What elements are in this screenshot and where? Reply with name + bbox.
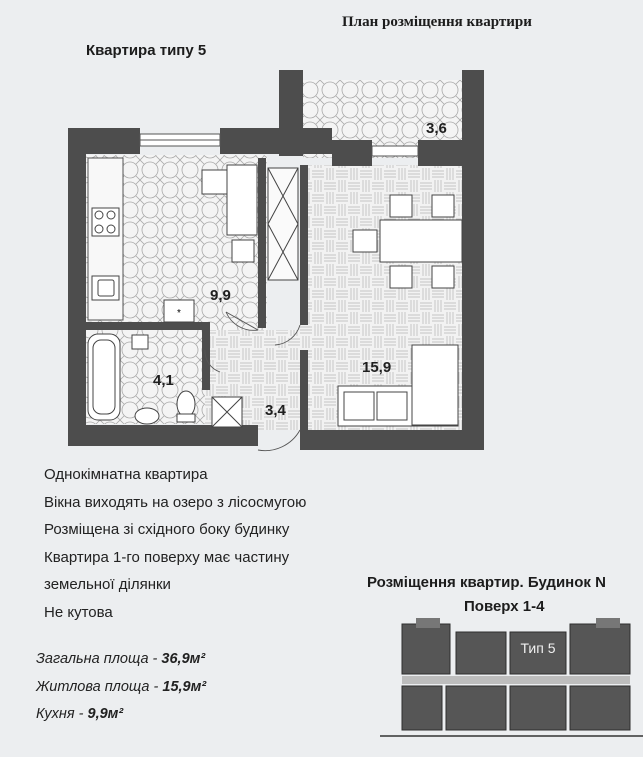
description-line: Квартира 1-го поверху має частину (44, 549, 290, 566)
location-title: Розміщення квартир. Будинок N (367, 574, 606, 591)
description-line: Однокімнатна квартира (44, 466, 208, 483)
balcony-area: 3,6 (426, 120, 447, 137)
chair-icon (390, 195, 412, 217)
chair-icon (202, 170, 227, 194)
hallway-area: 3,4 (265, 402, 286, 419)
chair-icon (232, 240, 254, 262)
wardrobe (268, 168, 298, 280)
chair-icon (432, 266, 454, 288)
living-room-area: 15,9 (362, 359, 392, 376)
kitchen-area-label: Кухня - (36, 706, 88, 722)
page-title: План розміщення квартири (342, 14, 532, 30)
kitchen-area: 9,9 (210, 287, 231, 304)
living-area-label: Житлова площа - (36, 679, 163, 695)
kitchen-area-total (36, 706, 123, 722)
kitchen-area-value: 9,9м² (87, 706, 124, 722)
washing-machine-icon (132, 335, 148, 349)
chair-icon (432, 195, 454, 217)
type-badge: Тип 5 (520, 640, 556, 656)
description-line: Вікна виходять на озеро з лісосмугою (44, 494, 307, 511)
toilet-icon (177, 391, 195, 417)
living-area-value: 15,9м² (162, 679, 207, 695)
description-line: Розміщена зі східного боку будинку (44, 521, 290, 538)
chair-icon (353, 230, 377, 252)
location-floor: Поверх 1-4 (464, 598, 545, 615)
dining-table (380, 220, 462, 262)
svg-text:*: * (177, 308, 181, 319)
total-area-value: 36,9м² (161, 651, 206, 667)
apartment-type-label: Квартира типу 5 (86, 42, 207, 59)
description-line: Не кутова (44, 604, 113, 621)
bathroom-area: 4,1 (153, 372, 174, 389)
chair-icon (390, 266, 412, 288)
total-area-label: Загальна площа - (36, 651, 162, 667)
dining-table-small (227, 165, 257, 235)
living-area (36, 679, 206, 695)
total-area (36, 651, 205, 667)
building-layout (380, 618, 643, 748)
description-line: земельної ділянки (44, 576, 171, 593)
washbasin-icon (135, 408, 159, 424)
